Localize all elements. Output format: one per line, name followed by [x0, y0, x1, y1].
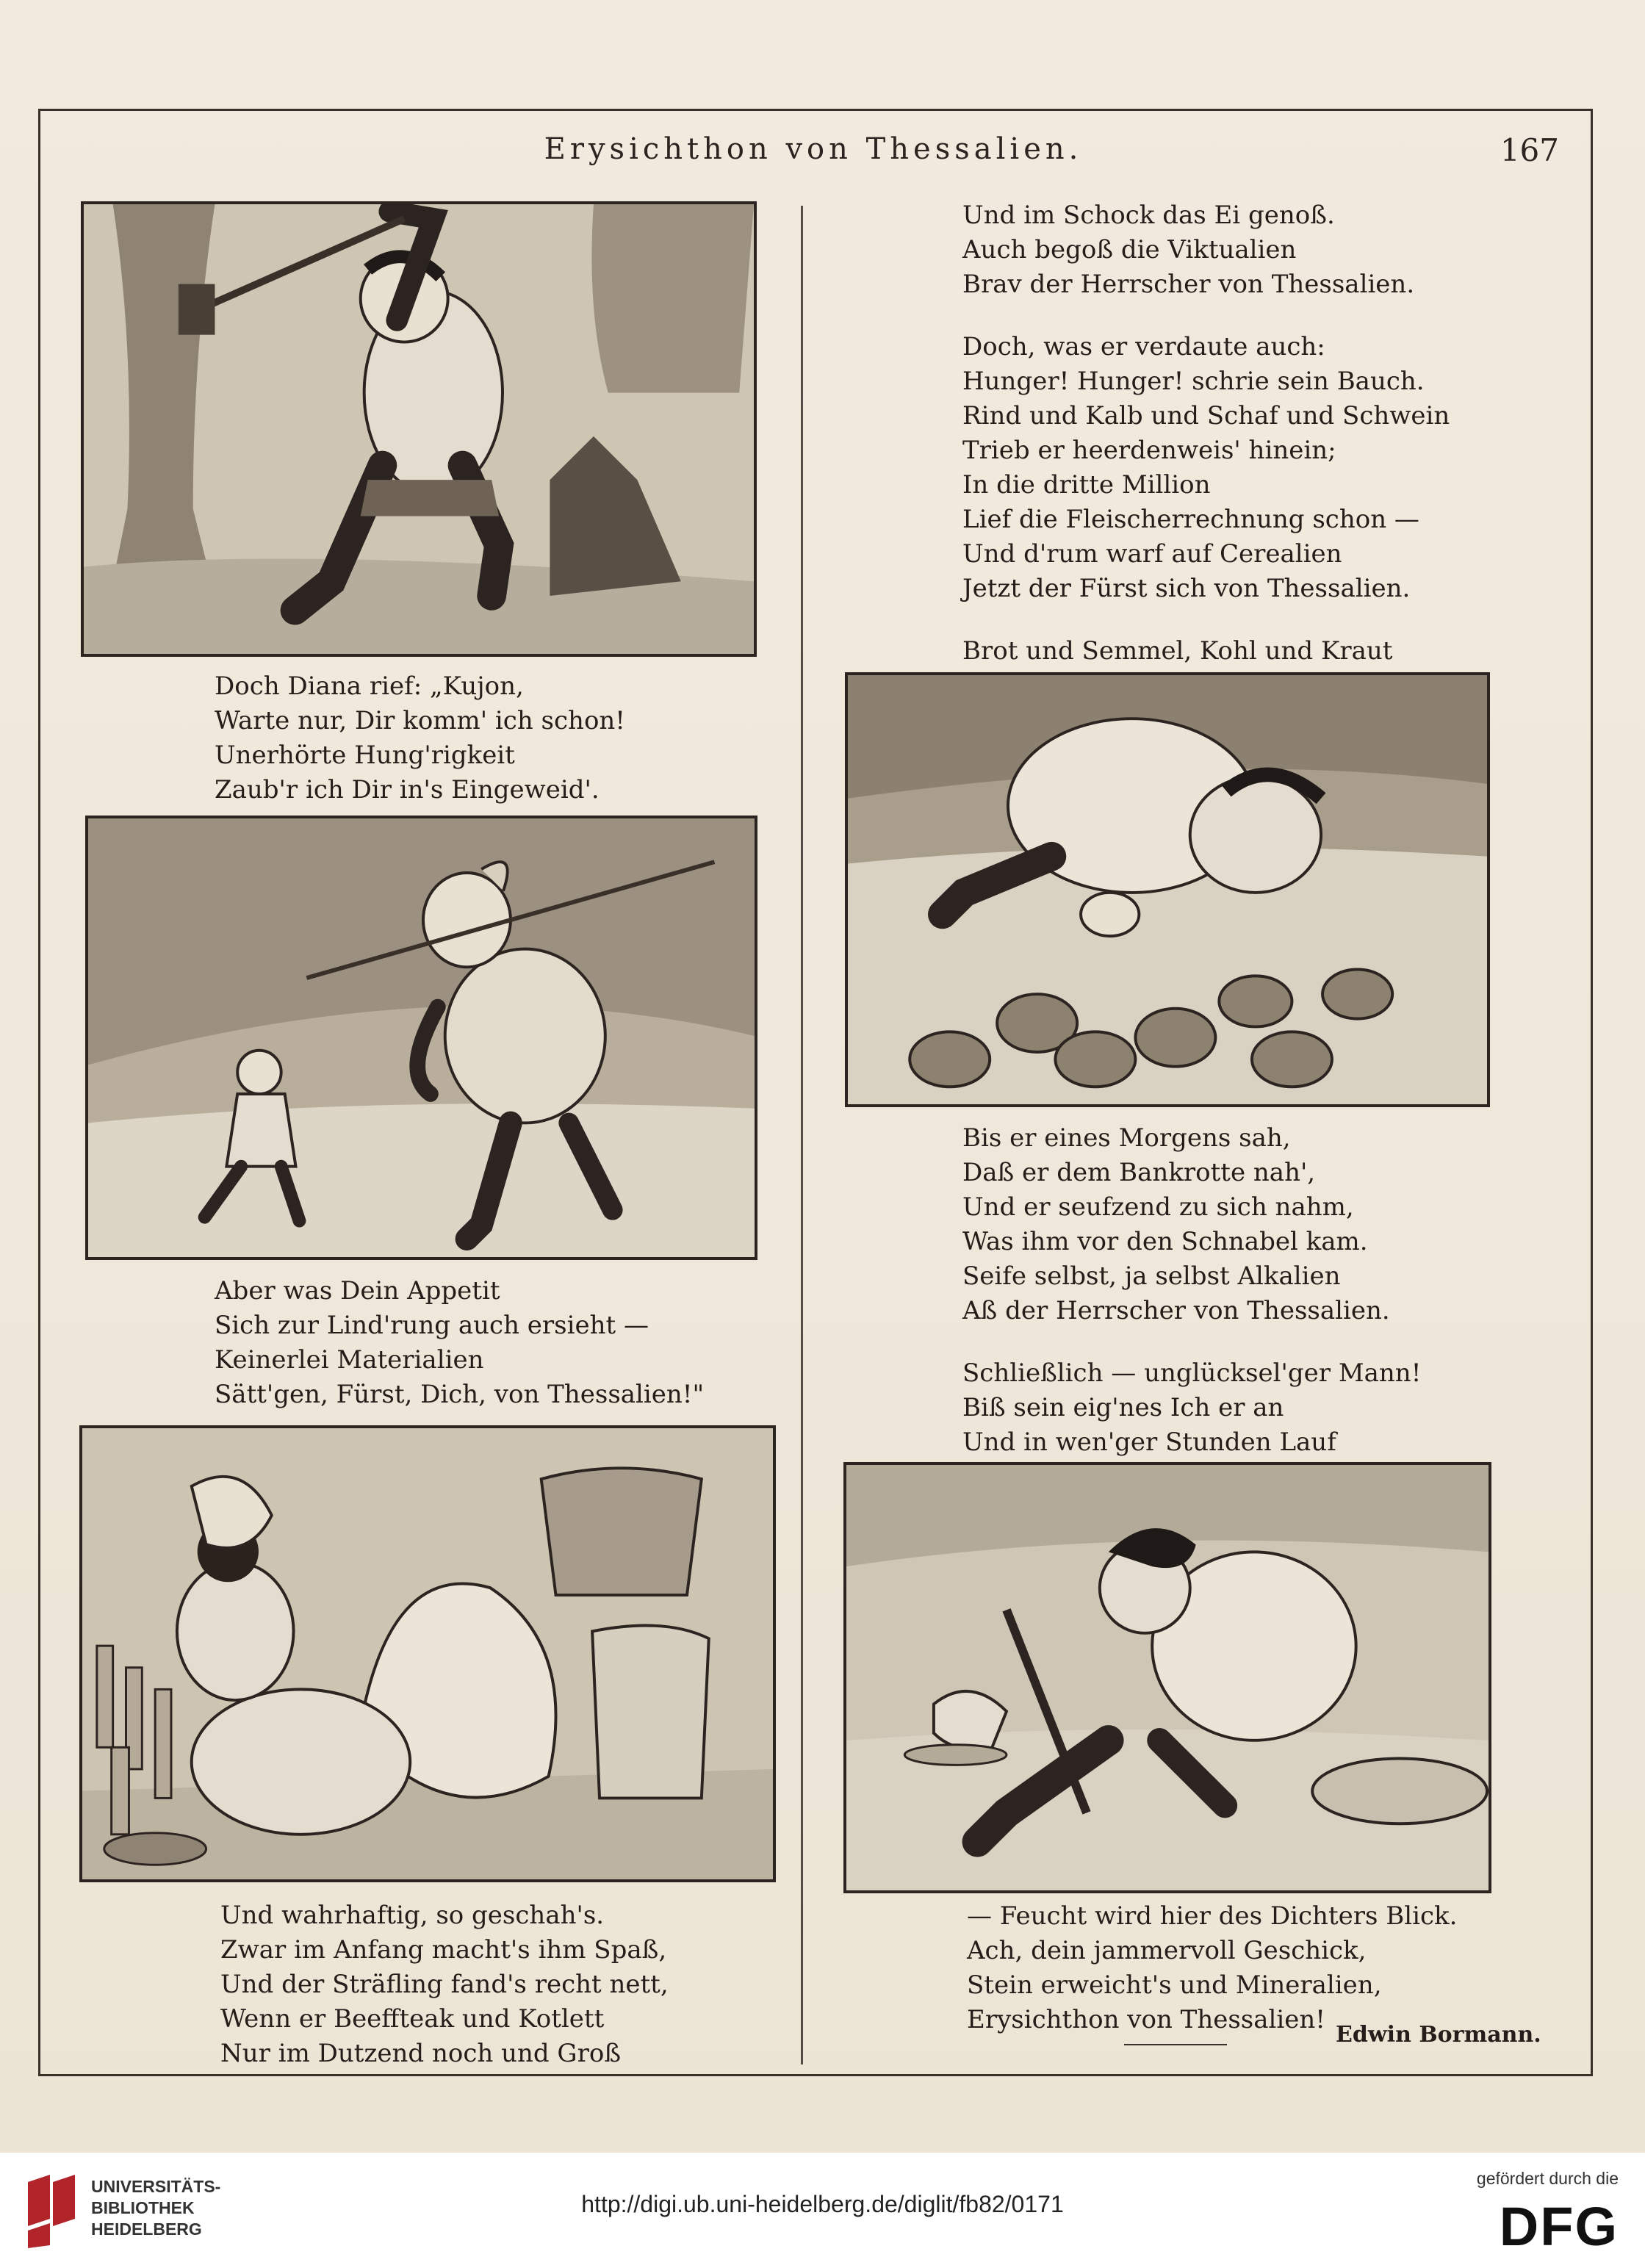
woodcut-devouring-food: [79, 1425, 776, 1882]
verse-line: Wenn er Beeffteak und Kotlett: [220, 2004, 605, 2034]
footer-bar: [0, 2153, 1645, 2268]
verse-right-top: [962, 198, 1450, 731]
verse-line: Und er seufzend zu sich nahm,: [962, 1192, 1354, 1222]
verse-left-3: [220, 1898, 669, 2071]
page-number: 167: [1500, 132, 1559, 168]
verse-line: Was ihm vor den Schnabel kam.: [962, 1227, 1368, 1256]
verse-left-2: [215, 1274, 704, 1412]
column-divider: [801, 206, 803, 2064]
library-name-line: BIBLIOTHEK: [91, 2198, 195, 2217]
woodcut-self-devouring-image: [846, 1465, 1489, 1890]
verse-line: Auch begoß die Viktualien: [962, 235, 1297, 264]
verse-line: Aß der Herrscher von Thessalien.: [962, 1296, 1390, 1325]
woodcut-axe-felling-tree: [81, 201, 757, 657]
verse-line: Seife selbst, ja selbst Alkalien: [962, 1261, 1341, 1291]
verse-line: Trieb er heerdenweis' hinein;: [962, 436, 1336, 465]
verse-line: Und im Schock das Ei genoß.: [962, 201, 1335, 230]
signature-rule: [1124, 2044, 1227, 2045]
verse-line: Warte nur, Dir komm' ich schon!: [215, 706, 625, 735]
woodcut-eating-cabbages: [845, 672, 1490, 1107]
verse-right-bottom: [967, 1899, 1457, 2037]
verse-line: Keinerlei Materialien: [215, 1345, 484, 1375]
verse-line: Hunger! Hunger! schrie sein Bauch.: [962, 367, 1425, 396]
verse-line: Und d'rum warf auf Cerealien: [962, 539, 1342, 569]
verse-line: Daß er dem Bankrotte nah',: [962, 1158, 1316, 1187]
verse-line: Sich zur Lind'rung auch ersieht —: [215, 1311, 649, 1340]
library-name-line: UNIVERSITÄTS-: [91, 2177, 221, 2196]
dfg-logo[interactable]: DFG: [1499, 2196, 1619, 2257]
woodcut-diana-image: [88, 818, 755, 1257]
woodcut-self-devouring: [843, 1462, 1491, 1893]
verse-left-1: [215, 669, 625, 807]
woodcut-diana-and-child: [85, 816, 757, 1260]
verse-line: Doch, was er verdaute auch:: [962, 332, 1325, 361]
verse-line: Brav der Herrscher von Thessalien.: [962, 270, 1415, 299]
verse-line: In die dritte Million: [962, 470, 1211, 500]
verse-line: Aber was Dein Appetit: [215, 1276, 500, 1306]
verse-line: — Feucht wird hier des Dichters Blick.: [967, 1901, 1458, 1931]
verse-line: Doch Diana rief: „Kujon,: [215, 672, 524, 701]
woodcut-devouring-image: [82, 1428, 773, 1879]
verse-line: Zwar im Anfang macht's ihm Spaß,: [220, 1935, 667, 1965]
woodcut-axe-image: [84, 204, 754, 654]
verse-line: Bis er eines Morgens sah,: [962, 1123, 1291, 1153]
funded-by-label: gefördert durch die: [1476, 2169, 1619, 2188]
verse-line: Erysichthon von Thessalien!: [967, 2005, 1325, 2034]
stanza: [962, 198, 1450, 302]
verse-line: Und in wen'ger Stunden Lauf: [962, 1428, 1336, 1457]
stanza: [962, 330, 1450, 606]
stanza: [962, 1121, 1421, 1328]
page-header: [38, 132, 1588, 191]
verse-line: Zaub'r ich Dir in's Eingeweid'.: [215, 775, 600, 804]
verse-line: Und wahrhaftig, so geschah's.: [220, 1901, 605, 1930]
verse-line: Rind und Kalb und Schaf und Schwein: [962, 401, 1450, 431]
running-title: Erysichthon von Thessalien.: [544, 132, 1083, 166]
permalink-url[interactable]: http://digi.ub.uni-heidelberg.de/diglit/fb82/0171: [581, 2191, 1064, 2217]
verse-line: Stein erweicht's und Mineralien,: [967, 1970, 1382, 2000]
verse-line: Brot und Semmel, Kohl und Kraut: [962, 636, 1393, 666]
verse-line: Und der Sträfling fand's recht nett,: [220, 1970, 669, 1999]
verse-line: Lief die Fleischerrechnung schon —: [962, 505, 1419, 534]
verse-line: Unerhörte Hung'rigkeit: [215, 741, 515, 770]
verse-line: Sätt'gen, Fürst, Dich, von Thessalien!": [215, 1380, 705, 1409]
verse-line: Ach, dein jammervoll Geschick,: [967, 1936, 1367, 1965]
library-name-line: HEIDELBERG: [91, 2220, 202, 2239]
verse-line: Schließlich — unglücksel'ger Mann!: [962, 1358, 1422, 1388]
verse-line: Jetzt der Fürst sich von Thessalien.: [962, 574, 1411, 603]
verse-line: Nur im Dutzend noch und Groß: [220, 2039, 622, 2068]
author-signature: Edwin Bormann.: [1336, 2022, 1541, 2048]
woodcut-cabbages-image: [848, 675, 1487, 1104]
verse-line: Biß sein eig'nes Ich er an: [962, 1393, 1284, 1422]
